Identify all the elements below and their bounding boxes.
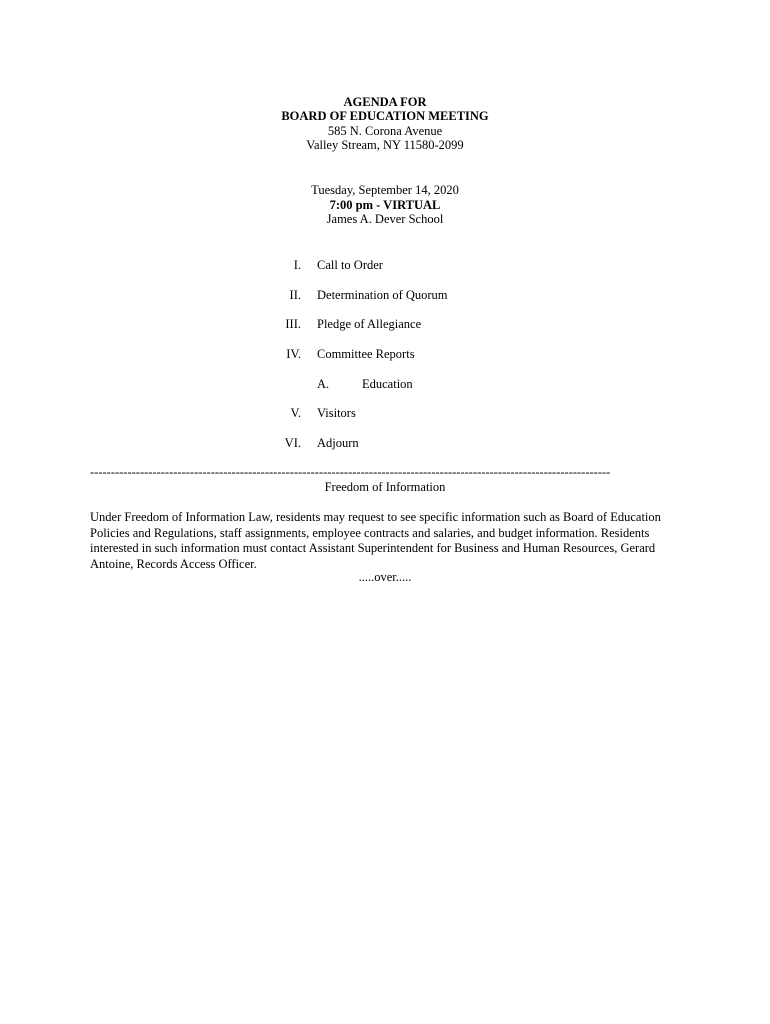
- agenda-item-label: Committee Reports: [317, 347, 415, 361]
- agenda-item-label: Adjourn: [317, 436, 359, 450]
- agenda-item-label: Call to Order: [317, 258, 383, 272]
- agenda-item-number: IV.: [286, 347, 301, 361]
- agenda-sub-item-letter: A.: [317, 377, 330, 391]
- meeting-date: Tuesday, September 14, 2020: [311, 183, 459, 197]
- agenda-item-label: Determination of Quorum: [317, 288, 448, 302]
- over-note: .....over.....: [358, 570, 412, 584]
- address-line-2: Valley Stream, NY 11580-2099: [306, 138, 464, 152]
- agenda-sub-item-label: Education: [362, 377, 413, 391]
- agenda-item-number: III.: [285, 317, 301, 331]
- foi-title: Freedom of Information: [324, 480, 446, 494]
- agenda-heading: AGENDA FOR: [343, 95, 427, 109]
- meeting-title: BOARD OF EDUCATION MEETING: [281, 109, 489, 123]
- agenda-item-label: Visitors: [317, 406, 356, 420]
- agenda-item-label: Pledge of Allegiance: [317, 317, 422, 331]
- agenda-item-number: VI.: [284, 436, 301, 450]
- agenda-item-number: V.: [290, 406, 301, 420]
- address-line-1: 585 N. Corona Avenue: [327, 124, 443, 138]
- agenda-item-number: II.: [289, 288, 301, 302]
- meeting-time: 7:00 pm - VIRTUAL: [329, 198, 441, 212]
- foi-body: Under Freedom of Information Law, residents may request to see specific information such as Board of Education Policies and Regulations, staff assignments, employee contracts and salaries, and budget information. Residents interested in such information must contact Assistant Superintendent for Business and Human Resources, Gerard Antoine, Records Access Officer.: [90, 510, 661, 571]
- dashed-divider: -----------------------------------------------------------------------------------------------------------------------------: [90, 465, 611, 479]
- agenda-item-number: I.: [293, 258, 301, 272]
- meeting-location: James A. Dever School: [326, 212, 444, 226]
